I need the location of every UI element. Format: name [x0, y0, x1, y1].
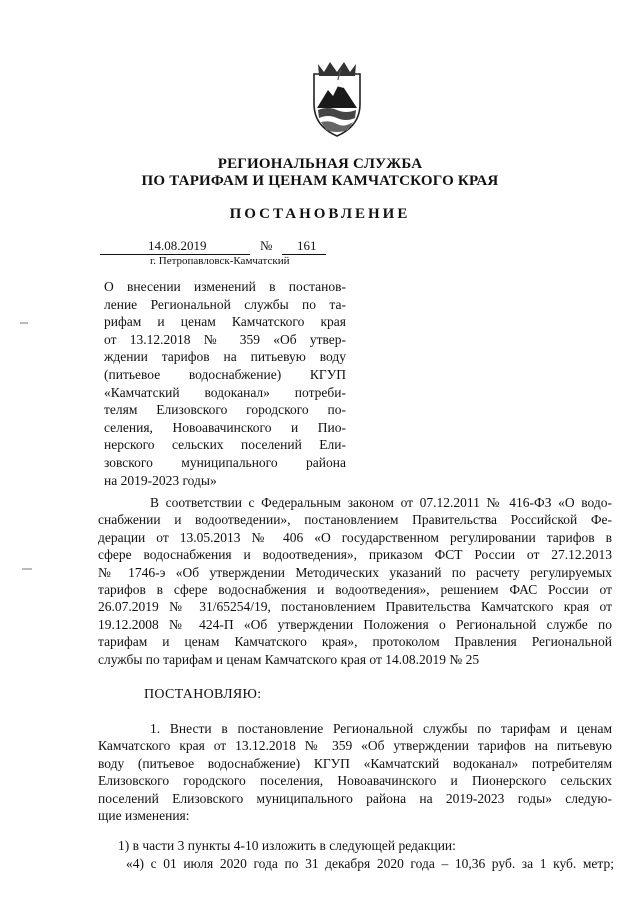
subject-line: «Камчатский водоканал» потреби- — [104, 384, 346, 400]
subject-line: О внесении изменений в постанов- — [104, 279, 346, 294]
paragraph-line: 26.07.2019 № 31/65254/19, постановлением Правительства Камчатского края от — [98, 599, 612, 615]
paragraph-line: снабжении и водоотведении», постановлением Правительства Российской Фе- — [98, 512, 612, 528]
point-1-paragraph — [98, 720, 612, 824]
coat-of-arms-icon — [308, 60, 366, 138]
preamble-paragraph — [98, 494, 612, 668]
subject-line: от 13.12.2018 № 359 «Об утвер- — [104, 331, 346, 347]
organization-name-line2: ПО ТАРИФАМ И ЦЕНАМ КАМЧАТСКОГО КРАЯ — [141, 173, 499, 189]
decree-heading: ПОСТАНОВЛЯЮ: — [144, 687, 262, 702]
subject-line: селения, Новоавачинского и Пио- — [104, 419, 346, 435]
document-number: 161 — [297, 238, 317, 253]
paragraph-line: тарифам и ценам Камчатского края», протоколом Правления Региональной — [98, 634, 612, 650]
paragraph-line: поселений Елизовского муниципального района на 2019-2023 годы» следую- — [98, 790, 612, 806]
document-subject — [104, 278, 346, 489]
number-label: № — [260, 238, 273, 253]
scan-margin-mark — [22, 568, 32, 570]
paragraph-line: службы по тарифам и ценам Камчатского края от 14.08.2019 № 25 — [98, 651, 480, 667]
paragraph-line: В соответствии с Федеральным законом от 07.12.2011 № 416-ФЗ «О водо- — [150, 495, 612, 510]
paragraph-line: тарифов в сфере водоснабжения и водоотведения», решением ФАС России от — [98, 582, 612, 598]
subject-line: зовского муниципального района — [104, 454, 346, 470]
organization-name-line1: РЕГИОНАЛЬНАЯ СЛУЖБА — [217, 156, 423, 172]
paragraph-line: Камчатского края от 13.12.2018 № 359 «Об утверждении тарифов на питьевую — [98, 738, 612, 754]
subject-line: (питьевое водоснабжение) КГУП — [104, 366, 346, 382]
subitem-1-quote: «4) с 01 июля 2020 года по 31 декабря 2020 года – 10,36 руб. за 1 куб. метр; — [126, 856, 614, 871]
subject-line: рифам и ценам Камчатского края — [104, 314, 346, 330]
subject-line: телям Елизовского городского по- — [104, 402, 346, 418]
subject-line: ждении тарифов на питьевую воду — [104, 349, 346, 365]
paragraph-line: воду (питьевое водоснабжение) КГУП «Камчатский водоканал» потребителям — [98, 755, 612, 771]
subject-line: нерского сельских поселений Ели- — [104, 437, 346, 453]
paragraph-line: дерации от 13.05.2013 № 406 «О государственном регулировании тарифов в — [98, 529, 612, 545]
paragraph-line: 19.12.2008 № 424-П «Об утверждении Положения о Региональной службе по — [98, 616, 612, 632]
subject-line: ление Региональной службы по та- — [104, 296, 346, 312]
subitem-1: 1) в части 3 пункты 4-10 изложить в следующей редакции: — [118, 838, 456, 853]
city-name: г. Петропавловск-Камчатский — [150, 255, 290, 267]
document-date: 14.08.2019 — [148, 238, 207, 253]
paragraph-line: № 1746-э «Об утверждении Методических указаний по расчету регулируемых — [98, 564, 612, 580]
paragraph-line: щие изменения: — [98, 808, 190, 824]
paragraph-line: Елизовского городского поселения, Новоавачинского и Пионерского сельских — [98, 773, 612, 789]
scan-margin-mark — [20, 322, 28, 324]
paragraph-line: 1. Внести в постановление Региональной службы по тарифам и ценам — [150, 721, 612, 736]
document-type-title: ПОСТАНОВЛЕНИЕ — [229, 206, 411, 222]
paragraph-line: сфере водоснабжения и водоотведения», приказом ФСТ России от 27.12.2013 — [98, 547, 612, 563]
subject-line: на 2019-2023 годы» — [104, 472, 217, 488]
